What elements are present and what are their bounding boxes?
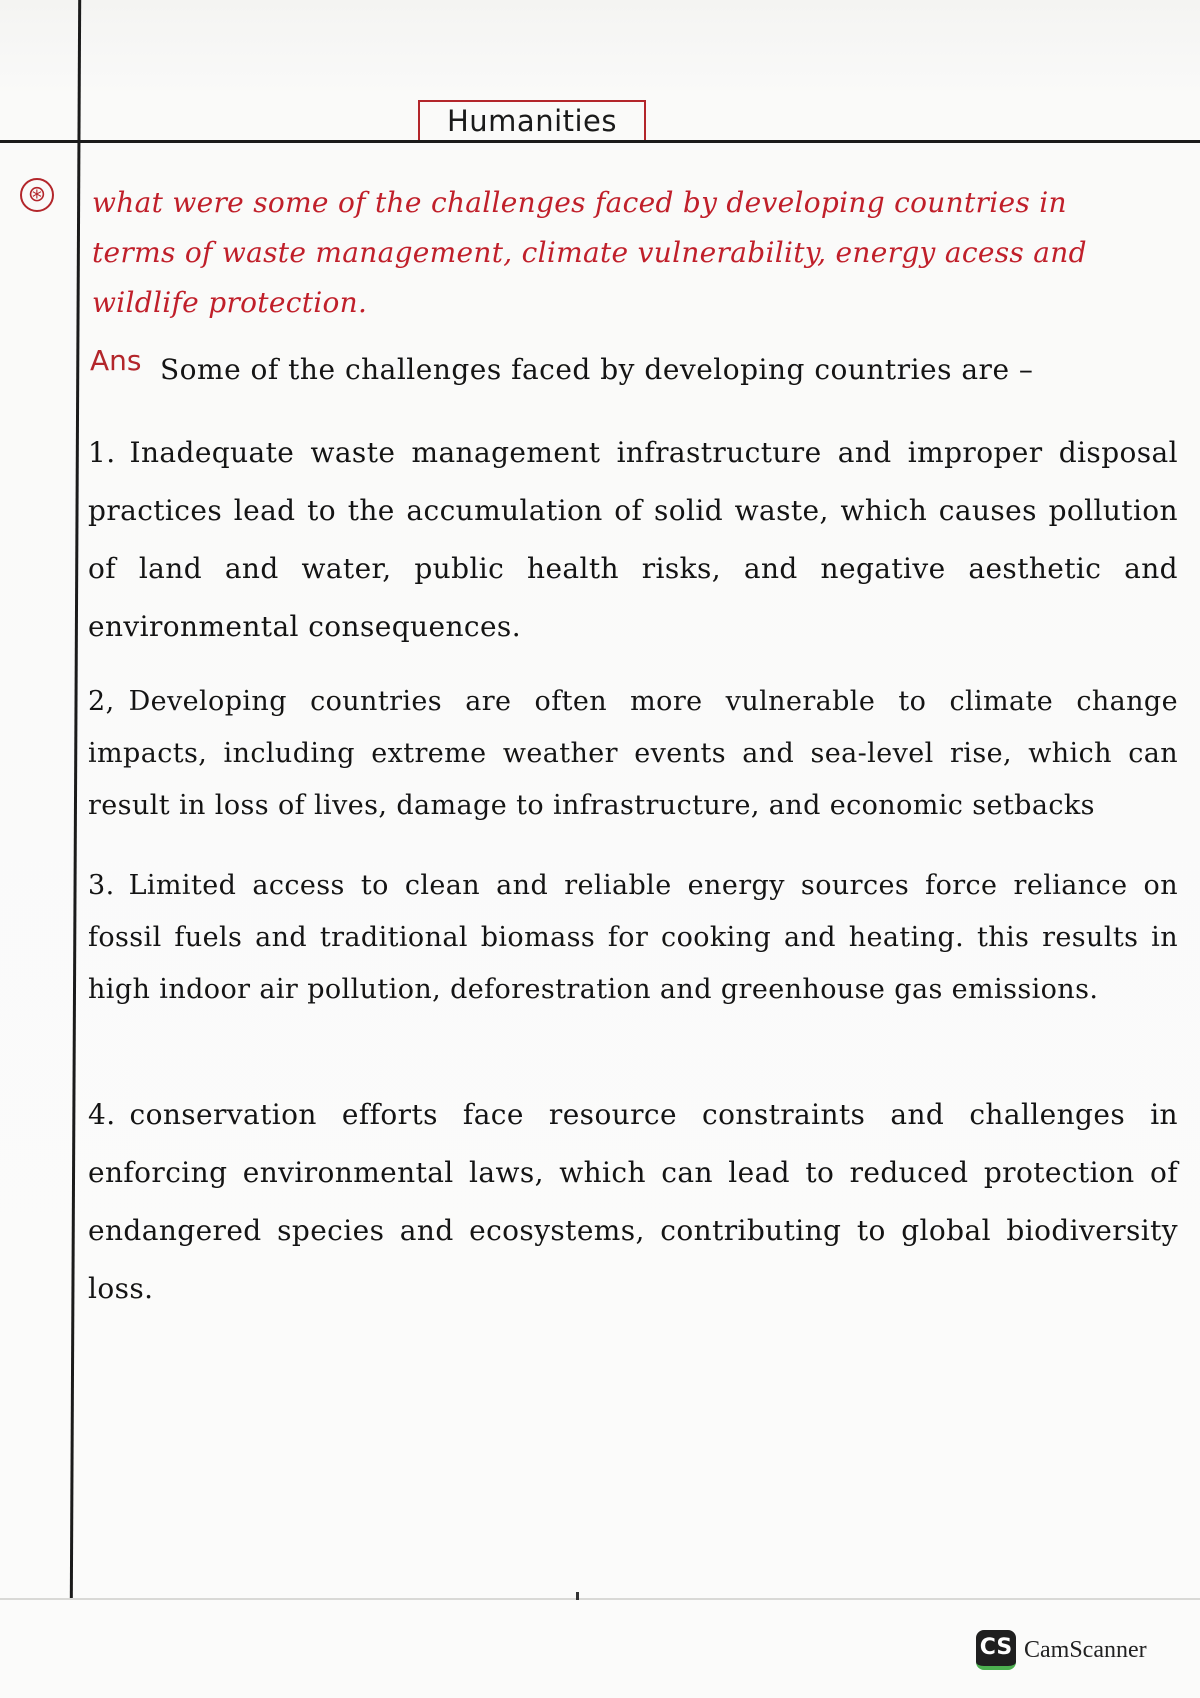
question-star-icon: ⊛ bbox=[20, 178, 54, 212]
point-text: Inadequate waste management infrastructure and improper disposal practices lead to the accumulation of solid waste, which causes pollution of land and water, public health risks, and negative aesthetic and environmental consequences. bbox=[88, 436, 1178, 643]
camscanner-watermark bbox=[976, 1630, 1147, 1670]
answer-marker: Ans bbox=[90, 344, 142, 377]
camscanner-label: CamScanner bbox=[1024, 1636, 1147, 1663]
camscanner-logo-icon: CS bbox=[976, 1630, 1016, 1670]
ink-mark bbox=[576, 1592, 579, 1600]
question-text: what were some of the challenges faced by developing countries in terms of waste management, climate vulnerability, energy acess and wildlife protection. bbox=[92, 186, 1087, 319]
point-text: Developing countries are often more vulnerable to climate change impacts, including extreme weather events and sea-level rise, which can result in loss of lives, damage to infrastructure, and economic setbacks bbox=[88, 686, 1178, 821]
answer-point bbox=[88, 1086, 1178, 1318]
answer-intro: Some of the challenges faced by developing countries are – bbox=[160, 353, 1034, 386]
point-number: 1. bbox=[88, 436, 116, 469]
page-bottom-edge bbox=[0, 1598, 1200, 1600]
point-text: conservation efforts face resource constraints and challenges in enforcing environmental laws, which can lead to reduced protection of endangered species and ecosystems, contributing to global biodiversity loss. bbox=[88, 1098, 1178, 1305]
point-text: Limited access to clean and reliable energy sources force reliance on fossil fuels and traditional biomass for cooking and heating. this results in high indoor air pollution, deforestration and greenhouse gas emissions. bbox=[88, 870, 1178, 1005]
point-number: 2, bbox=[88, 686, 115, 717]
answer-point bbox=[88, 424, 1178, 656]
point-number: 3. bbox=[88, 870, 115, 901]
page-title: Humanities bbox=[446, 104, 618, 138]
page-title-box bbox=[418, 100, 646, 140]
answer-point bbox=[88, 860, 1178, 1016]
point-number: 4. bbox=[88, 1098, 116, 1131]
answer-point bbox=[88, 676, 1178, 832]
header-rule bbox=[0, 140, 1200, 143]
